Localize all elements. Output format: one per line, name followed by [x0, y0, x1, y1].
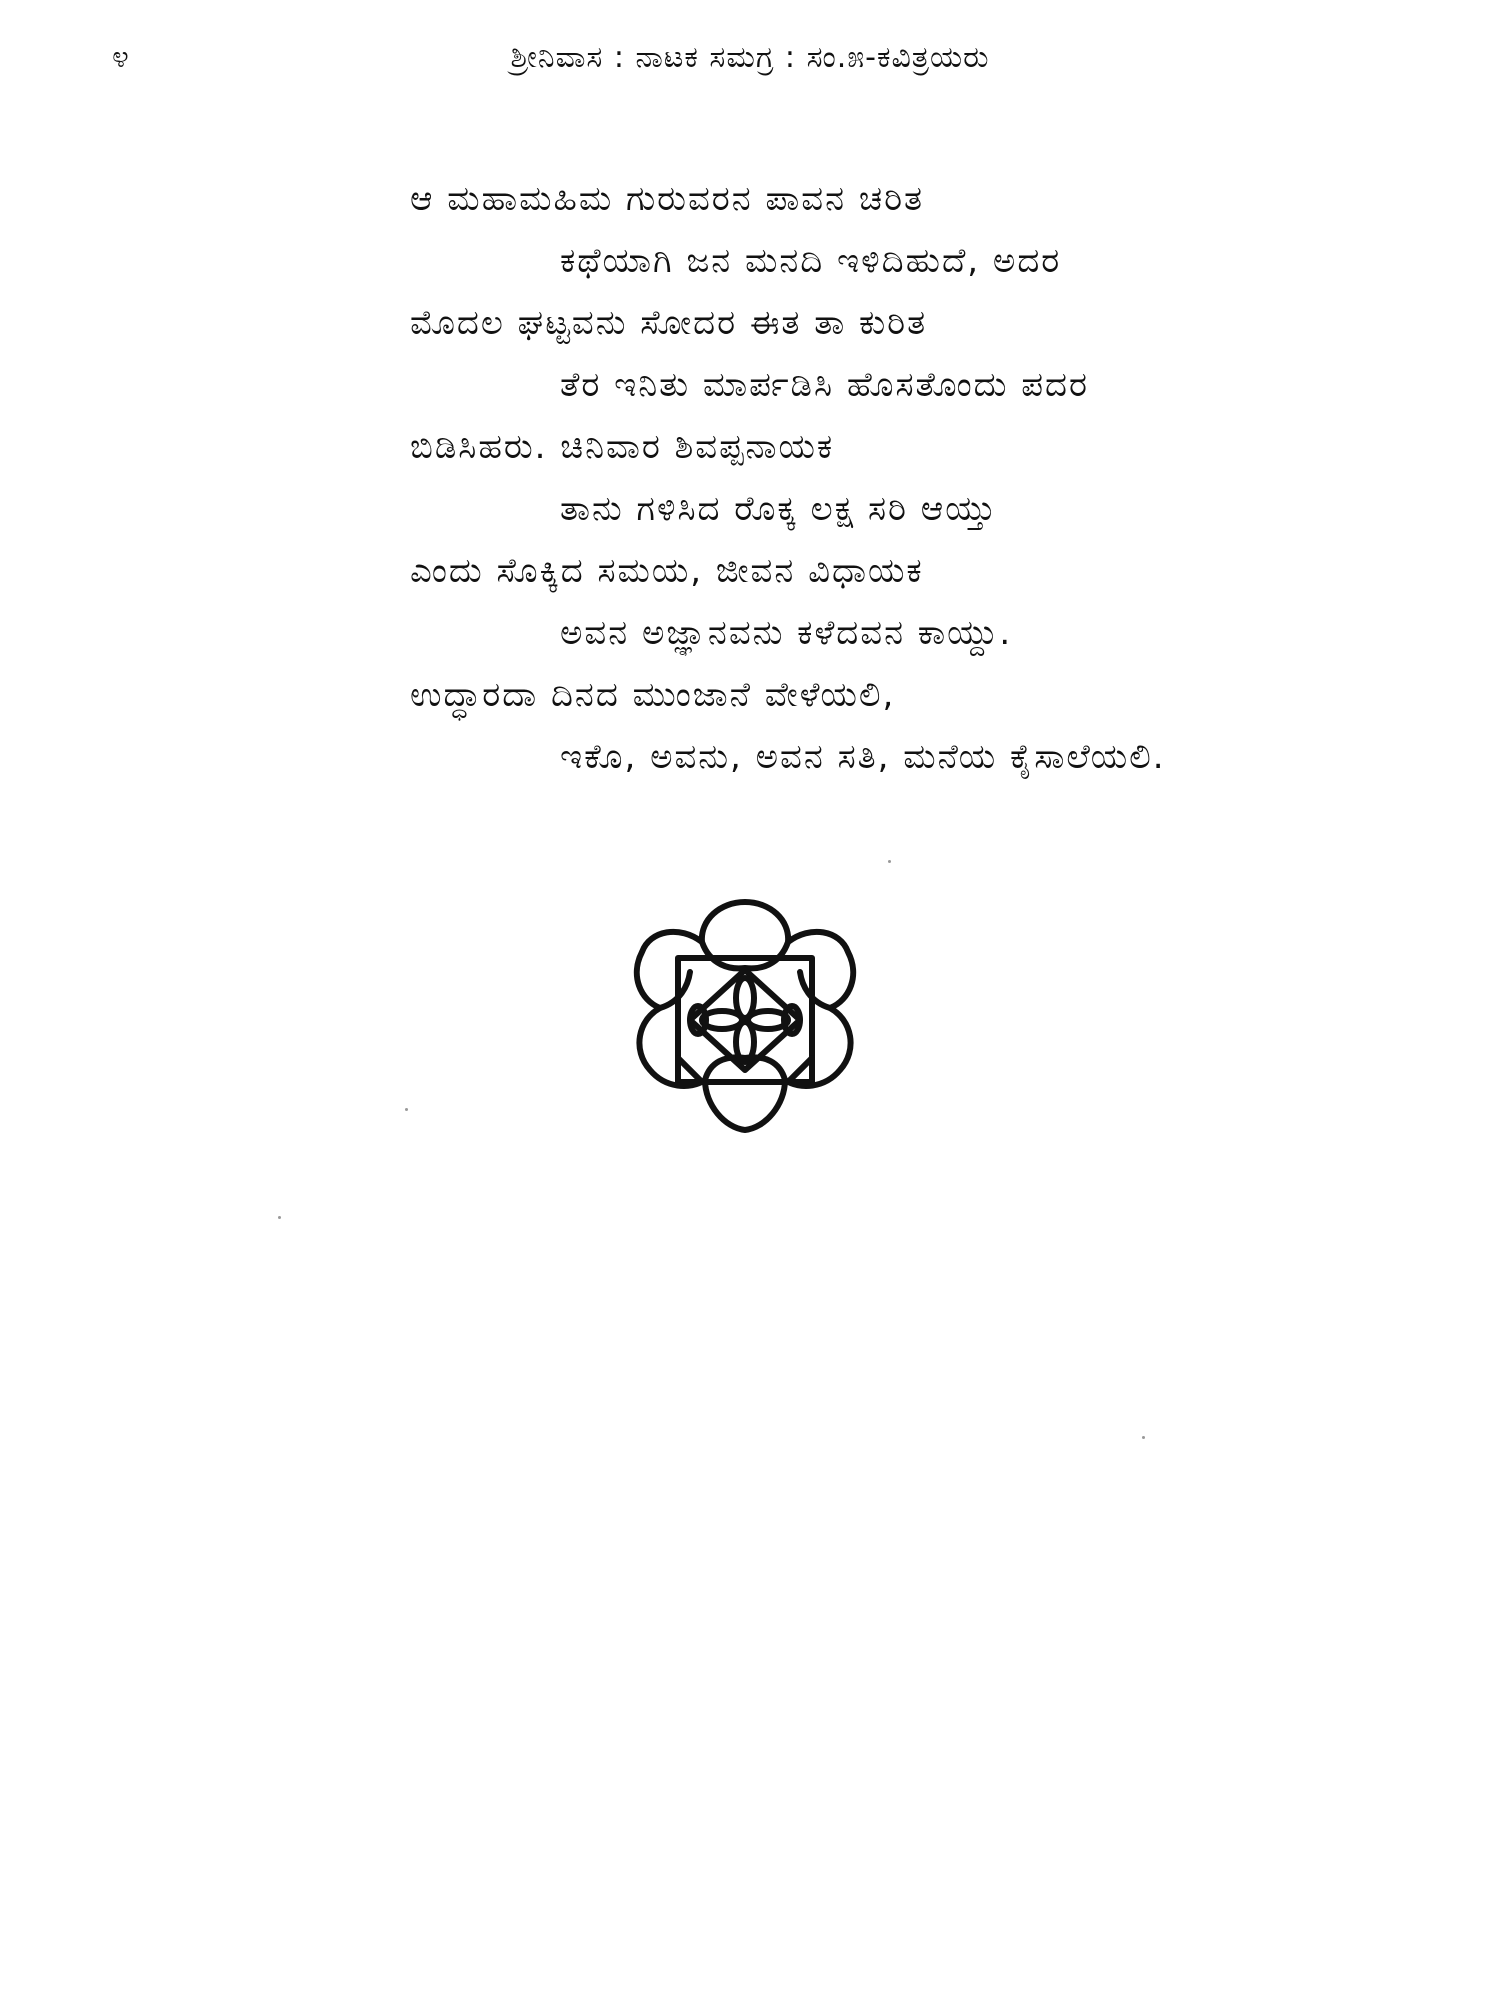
poem-line: ಕಥೆಯಾಗಿ ಜನ ಮನದಿ ಇಳಿದಿಹುದೆ, ಅದರ	[560, 241, 1062, 281]
poem-line: ಆ ಮಹಾಮಹಿಮ ಗುರುವರನ ಪಾವನ ಚರಿತ	[410, 179, 925, 219]
scan-speck	[278, 1216, 281, 1219]
poem-line: ತೆರ ಇನಿತು ಮಾರ್ಪಡಿಸಿ ಹೊಸತೊಂದು ಪದರ	[560, 365, 1089, 405]
scan-speck	[405, 1108, 408, 1111]
poem-line: ಎಂದು ಸೊಕ್ಕಿದ ಸಮಯ, ಜೀವನ ವಿಧಾಯಕ	[410, 551, 924, 591]
page-number: ೪	[112, 40, 129, 75]
scan-speck	[1142, 1436, 1145, 1439]
scan-speck	[888, 860, 891, 863]
rangoli-flower-ornament-icon	[610, 890, 880, 1140]
poem-line: ಬಿಡಿಸಿಹರು. ಚಿನಿವಾರ ಶಿವಪ್ಪನಾಯಕ	[410, 427, 835, 467]
poem-line: ಉದ್ಧಾರದಾ ದಿನದ ಮುಂಜಾನೆ ವೇಳೆಯಲಿ,	[410, 675, 896, 715]
poem-line: ಮೊದಲ ಘಟ್ಟವನು ಸೋದರ ಈತ ತಾ ಕುರಿತ	[410, 303, 928, 343]
running-header: ಶ್ರೀನಿವಾಸ : ನಾಟಕ ಸಮಗ್ರ : ಸಂ.೫-ಕವಿತ್ರಯರು	[510, 40, 990, 75]
poem-line: ತಾನು ಗಳಿಸಿದ ರೊಕ್ಕ ಲಕ್ಷ ಸರಿ ಆಯ್ತು	[560, 489, 998, 529]
poem-stanza	[410, 168, 1410, 788]
poem-line: ಇಕೊ, ಅವನು, ಅವನ ಸತಿ, ಮನೆಯ ಕೈಸಾಲೆಯಲಿ.	[560, 737, 1166, 777]
poem-line: ಅವನ ಅಜ್ಞಾನವನು ಕಳೆದವನ ಕಾಯ್ದು.	[560, 613, 1013, 653]
